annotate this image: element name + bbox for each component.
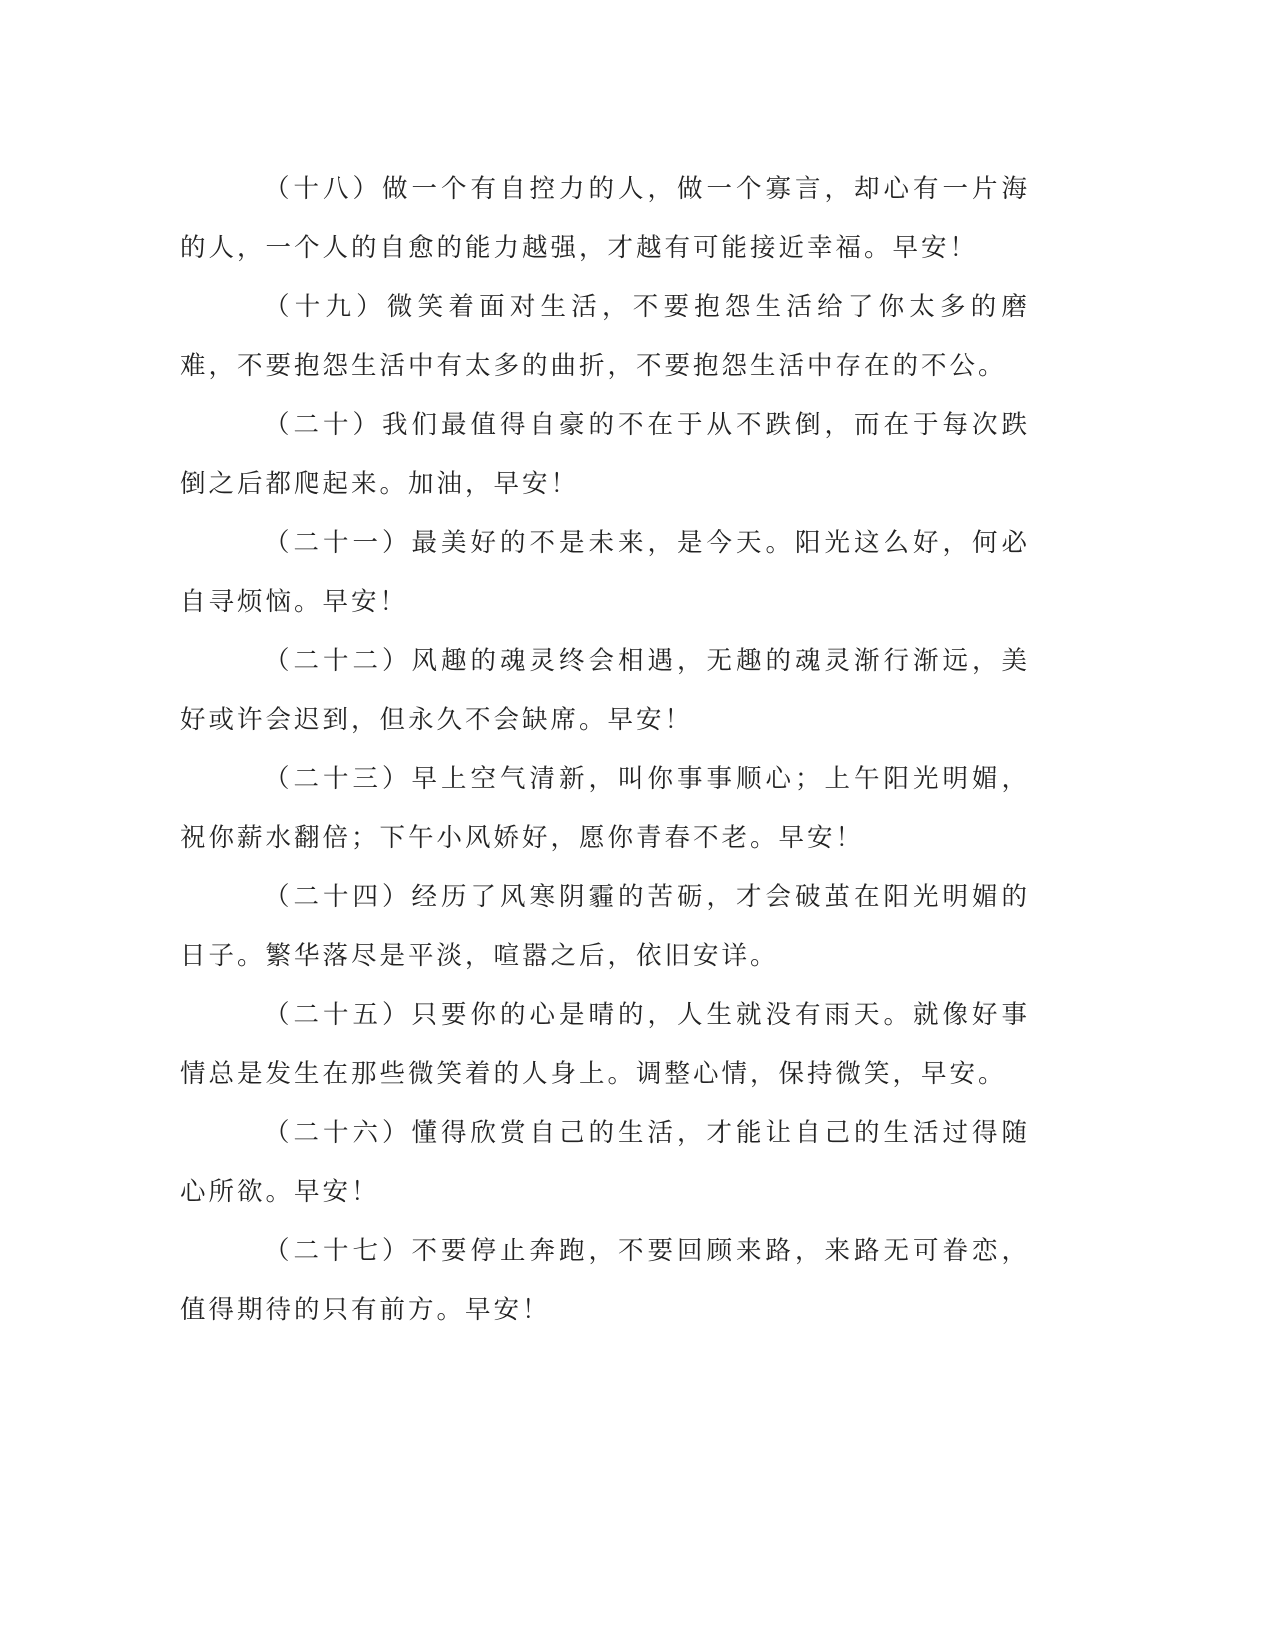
paragraph-23: （二十三）早上空气清新，叫你事事顺心；上午阳光明媚，祝你薪水翻倍；下午小风娇好，愿你青春不老。早安！ <box>180 764 1030 853</box>
document-body <box>180 160 1030 1340</box>
paragraph-27: （二十七）不要停止奔跑，不要回顾来路，来路无可眷恋，值得期待的只有前方。早安！ <box>180 1236 1030 1325</box>
paragraph-24: （二十四）经历了风寒阴霾的苦砺，才会破茧在阳光明媚的日子。繁华落尽是平淡，喧嚣之后，依旧安详。 <box>180 882 1030 971</box>
paragraph-21: （二十一）最美好的不是未来，是今天。阳光这么好，何必自寻烦恼。早安！ <box>180 528 1030 617</box>
paragraph-25: （二十五）只要你的心是晴的，人生就没有雨天。就像好事情总是发生在那些微笑着的人身上。调整心情，保持微笑，早安。 <box>180 1000 1030 1089</box>
paragraph-22: （二十二）风趣的魂灵终会相遇，无趣的魂灵渐行渐远，美好或许会迟到，但永久不会缺席。早安！ <box>180 646 1030 735</box>
paragraph-26: （二十六）懂得欣赏自己的生活，才能让自己的生活过得随心所欲。早安！ <box>180 1118 1030 1207</box>
paragraph-19: （十九）微笑着面对生活，不要抱怨生活给了你太多的磨难，不要抱怨生活中有太多的曲折，不要抱怨生活中存在的不公。 <box>180 292 1030 381</box>
paragraph-18: （十八）做一个有自控力的人，做一个寡言，却心有一片海的人，一个人的自愈的能力越强，才越有可能接近幸福。早安！ <box>180 174 1030 263</box>
paragraph-20: （二十）我们最值得自豪的不在于从不跌倒，而在于每次跌倒之后都爬起来。加油，早安！ <box>180 410 1030 499</box>
